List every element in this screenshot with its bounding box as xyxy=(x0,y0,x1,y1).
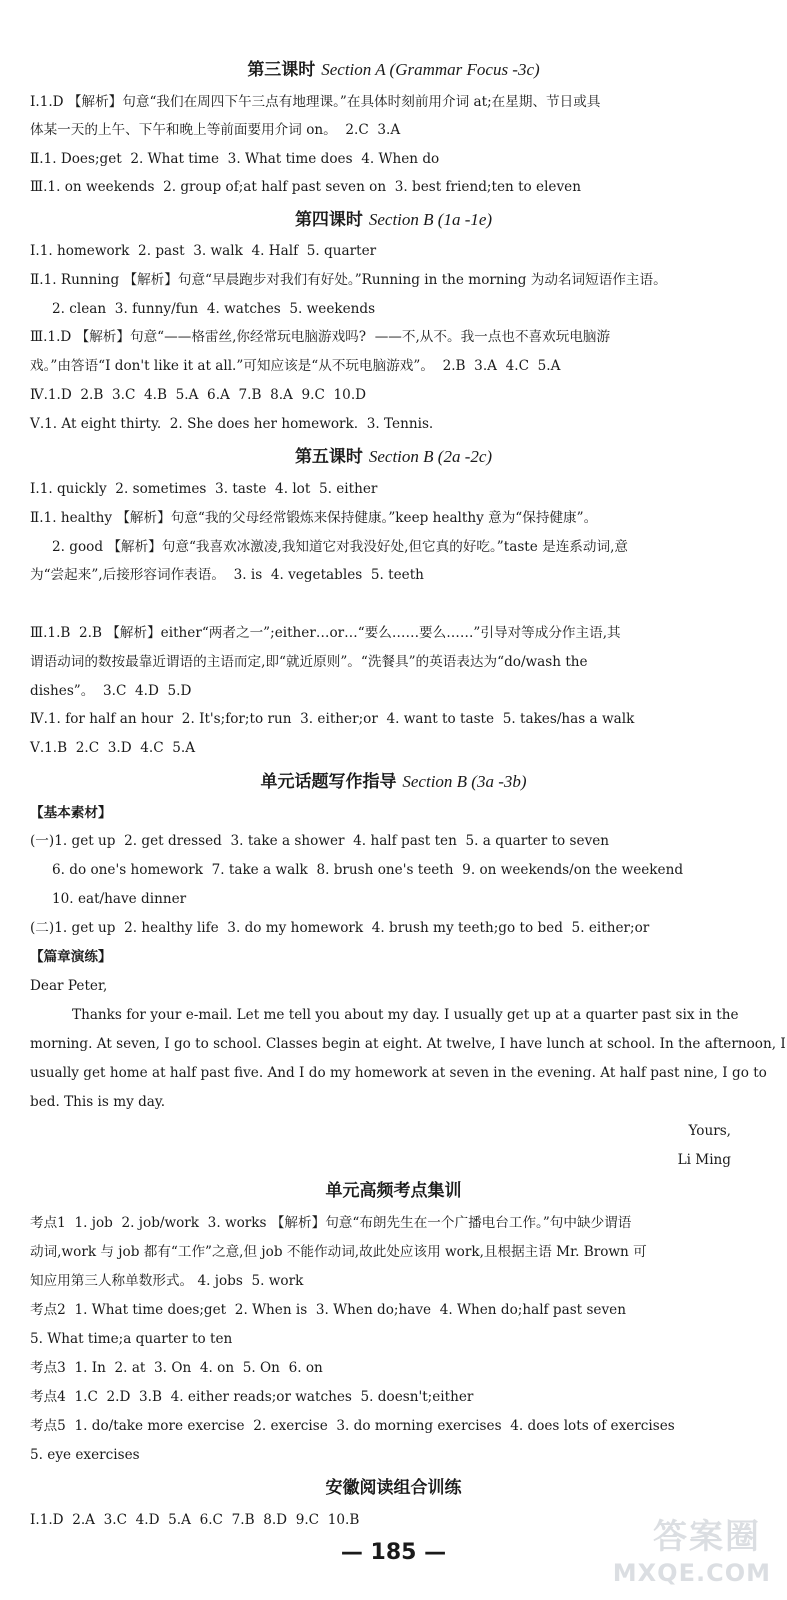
section-4-title-en: Section B (1a -1e) xyxy=(368,210,493,229)
watermark xyxy=(597,1505,777,1593)
section-5-title-cn: 第五课时 xyxy=(294,447,363,467)
kp1-line-2: 动词,work 与 job 都有“工作”之意,但 job 不能作动词,故此处应该用 work,且根据主语 Mr. Brown 可 xyxy=(30,1244,647,1260)
s5-line-5: Ⅲ.1.B 2.B 【解析】either“两者之一”;either…or…“要么……要么……”引导对等成分作主语,其 xyxy=(30,625,621,641)
kp5-line-2: 5. eye exercises xyxy=(30,1447,140,1463)
section-4-title xyxy=(0,208,787,232)
watermark-bottom: MXQE.COM xyxy=(612,1559,771,1587)
section-3-title-en: Section A (Grammar Focus -3c) xyxy=(321,60,540,79)
s5-line-9: Ⅴ.1.B 2.C 3.D 4.C 5.A xyxy=(30,740,196,756)
s4-line-4: Ⅲ.1.D 【解析】句意“——格雷丝,你经常玩电脑游戏吗? ——不,从不。我一点也不喜欢玩电脑游 xyxy=(30,329,611,345)
writing-title-en: Section B (3a -3b) xyxy=(402,772,527,791)
kp2-line-2: 5. What time;a quarter to ten xyxy=(30,1331,233,1347)
letter-closing: Yours, xyxy=(688,1123,731,1139)
kp1-line-3: 知应用第三人称单数形式。 4. jobs 5. work xyxy=(30,1273,304,1289)
s4-line-3: 2. clean 3. funny/fun 4. watches 5. weekends xyxy=(52,301,376,317)
writing-line-2: 6. do one's homework 7. take a walk 8. brush one's teeth 9. on weekends/on the weekend xyxy=(52,862,684,878)
s3-line-4: Ⅲ.1. on weekends 2. group of;at half past seven on 3. best friend;ten to eleven xyxy=(30,179,581,195)
letter-greeting: Dear Peter, xyxy=(30,978,108,994)
watermark-top: 答案圈 xyxy=(653,1517,761,1557)
s5-line-3: 2. good 【解析】句意“我喜欢冰激凌,我知道它对我没好处,但它真的好吃。”taste 是连系动词,意 xyxy=(52,539,629,555)
s4-line-7: Ⅴ.1. At eight thirty. 2. She does her homework. 3. Tennis. xyxy=(30,416,434,432)
writing-line-1: (一)1. get up 2. get dressed 3. take a shower 4. half past ten 5. a quarter to seven xyxy=(30,833,610,849)
anhui-line-1: Ⅰ.1.D 2.A 3.C 4.D 5.A 6.C 7.B 8.D 9.C 10.B xyxy=(30,1512,360,1528)
high-frequency-title xyxy=(0,1179,787,1203)
letter-line-2: morning. At seven, I go to school. Classes begin at eight. At twelve, I have lunch at school. In the afternoon, I xyxy=(30,1036,786,1052)
s5-line-4: 为“尝起来”,后接形容词作表语。 3. is 4. vegetables 5. teeth xyxy=(30,567,424,583)
section-5-title-en: Section B (2a -2c) xyxy=(368,447,493,466)
s4-line-2: Ⅱ.1. Running 【解析】句意“早晨跑步对我们有好处。”Running in the morning 为动名词短语作主语。 xyxy=(30,272,667,288)
s4-line-1: Ⅰ.1. homework 2. past 3. walk 4. Half 5. quarter xyxy=(30,243,377,259)
s4-line-6: Ⅳ.1.D 2.B 3.C 4.B 5.A 6.A 7.B 8.A 9.C 10.D xyxy=(30,387,367,403)
kp5-line-1: 考点5 1. do/take more exercise 2. exercise 3. do morning exercises 4. does lots of exercises xyxy=(30,1418,675,1434)
s4-line-5: 戏。”由答语“I don't like it at all.”可知应该是“从不玩电脑游戏”。 2.B 3.A 4.C 5.A xyxy=(30,358,561,374)
kp3-line: 考点3 1. In 2. at 3. On 4. on 5. On 6. on xyxy=(30,1360,323,1376)
s3-line-2: 体某一天的上午、下午和晚上等前面要用介词 on。 2.C 3.A xyxy=(30,122,401,138)
letter-line-3: usually get home at half past five. And I do my homework at seven in the evening. At half past nine, I go to xyxy=(30,1065,767,1081)
writing-title xyxy=(0,770,787,794)
section-3-title-cn: 第三课时 xyxy=(247,60,316,80)
anhui-reading-title-cn: 安徽阅读组合训练 xyxy=(325,1478,462,1498)
s3-line-3: Ⅱ.1. Does;get 2. What time 3. What time does 4. When do xyxy=(30,151,440,167)
s5-line-1: Ⅰ.1. quickly 2. sometimes 3. taste 4. lot 5. either xyxy=(30,481,378,497)
letter-line-4: bed. This is my day. xyxy=(30,1094,166,1110)
kp2-line-1: 考点2 1. What time does;get 2. When is 3. When do;have 4. When do;half past seven xyxy=(30,1302,626,1318)
basic-materials-heading: 【基本素材】 xyxy=(30,805,112,821)
s5-line-2: Ⅱ.1. healthy 【解析】句意“我的父母经常锻炼来保持健康。”keep healthy 意为“保持健康”。 xyxy=(30,510,598,526)
high-frequency-title-cn: 单元高频考点集训 xyxy=(325,1181,462,1201)
letter-signature: Li Ming xyxy=(677,1152,731,1168)
s5-line-7: dishes”。 3.C 4.D 5.D xyxy=(30,683,192,699)
writing-line-3: 10. eat/have dinner xyxy=(52,891,187,907)
letter-line-1: Thanks for your e-mail. Let me tell you about my day. I usually get up at a quarter past six in the xyxy=(72,1007,739,1023)
section-4-title-cn: 第四课时 xyxy=(294,210,363,230)
section-5-title xyxy=(0,445,787,469)
s5-line-8: Ⅳ.1. for half an hour 2. It's;for;to run 3. either;or 4. want to taste 5. takes/has a walk xyxy=(30,711,635,727)
page-number: — 185 — xyxy=(340,1540,447,1565)
writing-title-cn: 单元话题写作指导 xyxy=(260,772,397,792)
s5-line-6: 谓语动词的数按最靠近谓语的主语而定,即“就近原则”。“洗餐具”的英语表达为“do/wash the xyxy=(30,654,588,670)
practice-heading: 【篇章演练】 xyxy=(30,949,112,965)
writing-line-4: (二)1. get up 2. healthy life 3. do my homework 4. brush my teeth;go to bed 5. either;or xyxy=(30,920,650,936)
s3-line-1: Ⅰ.1.D 【解析】句意“我们在周四下午三点有地理课。”在具体时刻前用介词 at;在星期、节日或具 xyxy=(30,94,601,110)
section-3-title xyxy=(0,58,787,82)
anhui-reading-title xyxy=(0,1476,787,1500)
kp4-line: 考点4 1.C 2.D 3.B 4. either reads;or watches 5. doesn't;either xyxy=(30,1389,474,1405)
kp1-line-1: 考点1 1. job 2. job/work 3. works 【解析】句意“布朗先生在一个广播电台工作。”句中缺少谓语 xyxy=(30,1215,632,1231)
